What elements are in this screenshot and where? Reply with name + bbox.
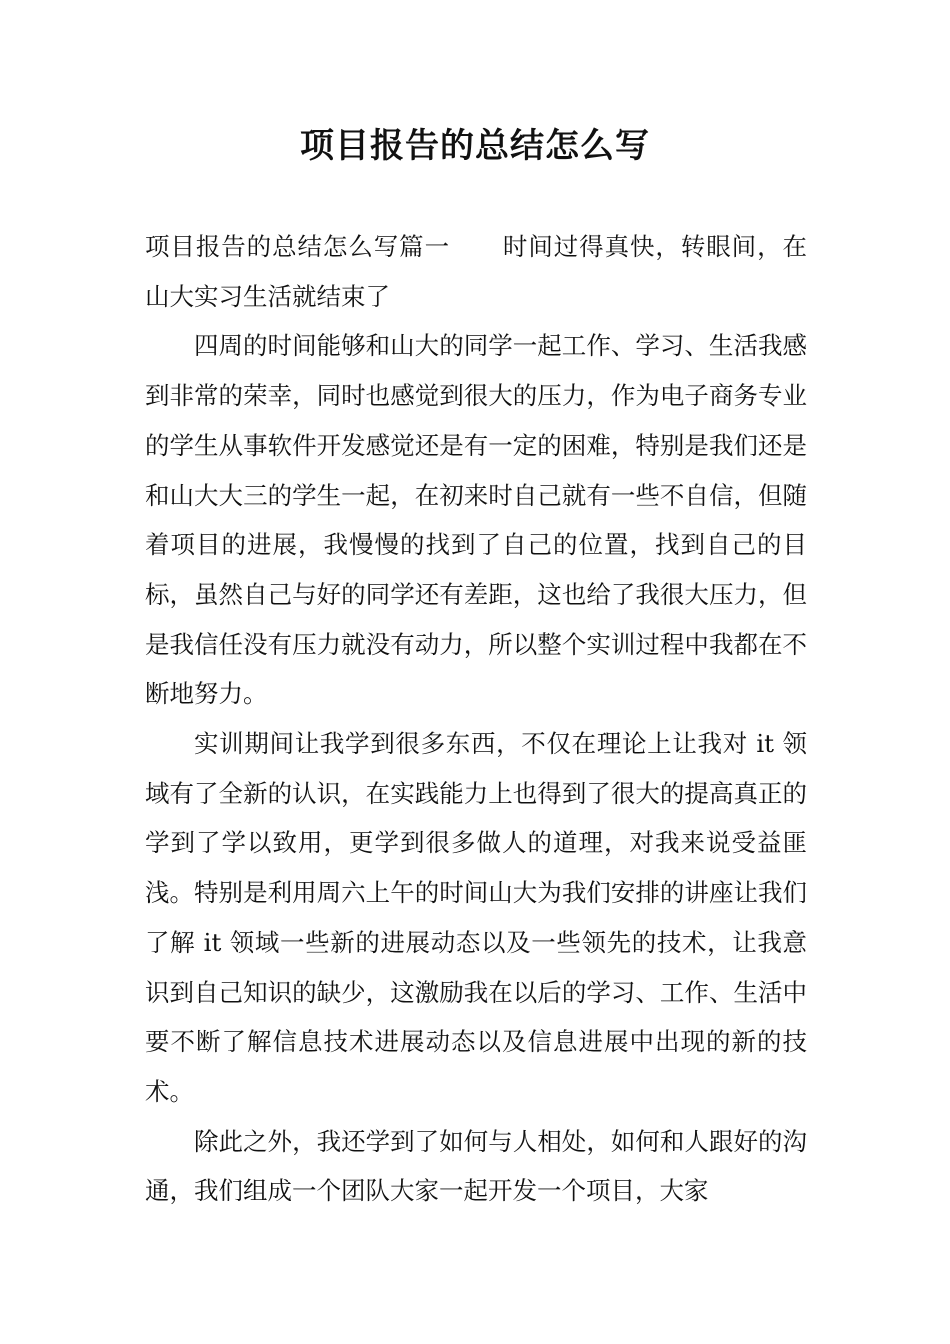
intro-text: 时间过得真快，转眼间，在山大实习生活就结束了 bbox=[145, 232, 807, 311]
paragraph-3: 除此之外，我还学到了如何与人相处，如何和人跟好的沟通，我们组成一个团队大家一起开发一个项目，大家 bbox=[145, 1126, 807, 1206]
document-body bbox=[145, 222, 807, 1216]
intro-paragraph bbox=[145, 222, 807, 321]
document-title: 项目报告的总结怎么写 bbox=[300, 126, 650, 166]
paragraph-1: 四周的时间能够和山大的同学一起工作、学习、生活我感到非常的荣幸，同时也感觉到很大的压力，作为电子商务专业的学生从事软件开发感觉还是有一定的困难，特别是我们还是和山大大三的学生一起，在初来时自己就有一些不自信，但随着项目的进展，我慢慢的找到了自己的位置，找到自己的目标，虽然自己与好的同学还有差距，这也给了我很大压力，但是我信任没有压力就没有动力，所以整个实训过程中我都在不断地努力。 bbox=[145, 331, 807, 709]
section-heading: 项目报告的总结怎么写篇一 bbox=[145, 232, 450, 261]
paragraph-2: 实训期间让我学到很多东西，不仅在理论上让我对 it 领域有了全新的认识，在实践能力上也得到了很大的提高真正的学到了学以致用，更学到很多做人的道理，对我来说受益匪浅。特别是利用周六上午的时间山大为我们安排的讲座让我们了解 it 领域一些新的进展动态以及一些领先的技术，让我意识到自己知识的缺少，这激励我在以后的学习、工作、生活中要不断了解信息技术进展动态以及信息进展中出现的新的技术。 bbox=[145, 729, 807, 1106]
